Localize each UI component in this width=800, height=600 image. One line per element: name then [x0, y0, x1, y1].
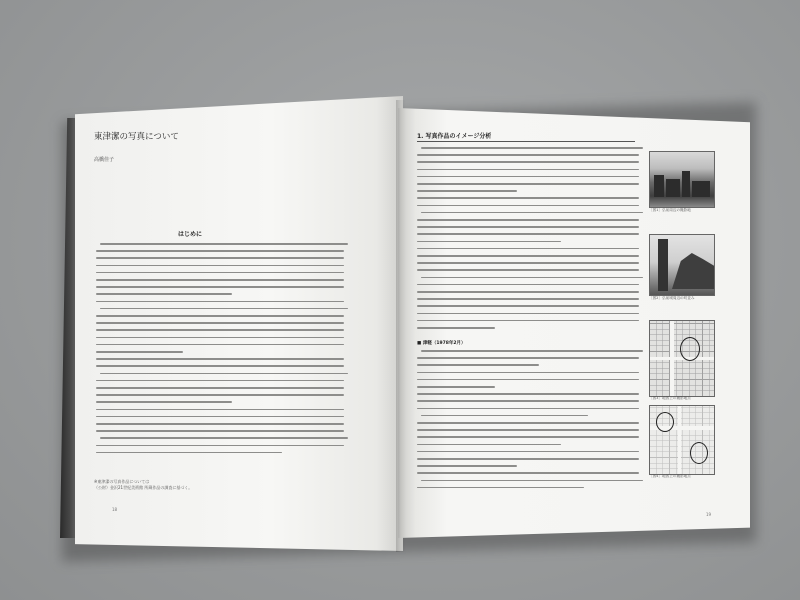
text-line [96, 380, 344, 382]
text-line [417, 233, 639, 235]
text-line [417, 169, 639, 171]
text-line [417, 408, 639, 410]
text-line [417, 154, 639, 156]
text-line [417, 161, 639, 163]
map-figure [649, 320, 715, 397]
text-line [96, 452, 282, 454]
text-line [96, 322, 344, 324]
text-line [96, 337, 344, 339]
text-line [96, 351, 183, 353]
text-line [96, 250, 344, 252]
text-line [96, 344, 344, 346]
text-line [417, 298, 639, 300]
text-line [421, 480, 643, 482]
text-line [417, 393, 639, 395]
section-title-rule [417, 141, 635, 142]
text-line [417, 255, 639, 257]
text-line [417, 313, 639, 315]
footnote-line: （公財）金沢21世紀美術館 所蔵作品の調査に基づく。 [94, 485, 193, 490]
text-line [417, 444, 561, 446]
book-gutter [396, 100, 406, 552]
text-line [96, 423, 344, 425]
text-line [417, 458, 639, 460]
text-line [417, 400, 639, 402]
text-line [417, 487, 584, 489]
text-line [96, 286, 344, 288]
text-line [421, 212, 643, 214]
text-line [417, 269, 639, 271]
text-line [417, 205, 639, 207]
text-line [421, 147, 643, 149]
text-line [417, 219, 639, 221]
page-number-right: 19 [706, 512, 712, 517]
article-title: 東津潔の写真について [94, 132, 179, 142]
city-photo [649, 151, 715, 208]
text-line [100, 243, 348, 245]
text-line [421, 350, 643, 352]
text-line [96, 315, 344, 317]
intro-heading: はじめに [178, 231, 203, 238]
text-line [100, 373, 348, 375]
text-line [417, 372, 639, 374]
text-line [421, 415, 588, 417]
landscape-photo [649, 234, 715, 296]
text-line [96, 279, 344, 281]
text-line [96, 409, 344, 411]
text-line [417, 436, 639, 438]
text-line [417, 226, 639, 228]
text-line [96, 257, 344, 259]
text-line [417, 320, 639, 322]
text-line [417, 429, 639, 431]
text-line [417, 379, 639, 381]
text-line [96, 272, 344, 274]
text-line [96, 358, 344, 360]
text-line [417, 472, 639, 474]
text-line [100, 308, 348, 310]
text-line [96, 293, 232, 295]
text-line [417, 248, 639, 250]
text-line [96, 430, 344, 432]
text-line [417, 241, 561, 243]
text-line [100, 437, 348, 439]
text-line [96, 365, 344, 367]
page-number-left: 18 [112, 507, 118, 512]
text-line [417, 190, 517, 192]
text-line [417, 183, 639, 185]
text-line [96, 387, 344, 389]
text-line [417, 386, 495, 388]
text-line [417, 176, 639, 178]
footnote [94, 479, 192, 491]
text-line [417, 465, 517, 467]
text-line [96, 301, 344, 303]
text-line [96, 329, 344, 331]
text-line [417, 284, 639, 286]
figure-caption: ［図2］弘前城周辺の町並み [649, 296, 695, 300]
text-line [417, 291, 639, 293]
text-line [96, 445, 344, 447]
text-line [417, 327, 495, 329]
text-line [417, 197, 639, 199]
right-body-text-bottom [417, 350, 639, 500]
right-body-text-top [417, 147, 639, 335]
text-line [417, 305, 639, 307]
text-line [417, 451, 639, 453]
figure-caption: ［図4］地図上の撮影地点 [649, 474, 691, 478]
footnote-line: ※東津潔の写真作品については [94, 479, 150, 484]
text-line [421, 277, 643, 279]
text-line [96, 394, 344, 396]
left-body-text [96, 243, 344, 463]
text-line [96, 265, 344, 267]
section-title: 1. 写真作品のイメージ分析 [417, 133, 492, 140]
text-line [417, 357, 639, 359]
figure-caption: ［図1］弘前周辺の撮影地 [649, 208, 691, 212]
map-figure [649, 405, 715, 475]
text-line [417, 364, 539, 366]
figure-caption: ［図3］地図上の撮影地点 [649, 396, 691, 400]
subsection-heading: ■ 津軽（1978年2月） [417, 341, 466, 346]
text-line [417, 422, 639, 424]
article-author: 高橋佳子 [94, 157, 115, 163]
text-line [417, 262, 639, 264]
text-line [96, 401, 232, 403]
text-line [96, 416, 344, 418]
